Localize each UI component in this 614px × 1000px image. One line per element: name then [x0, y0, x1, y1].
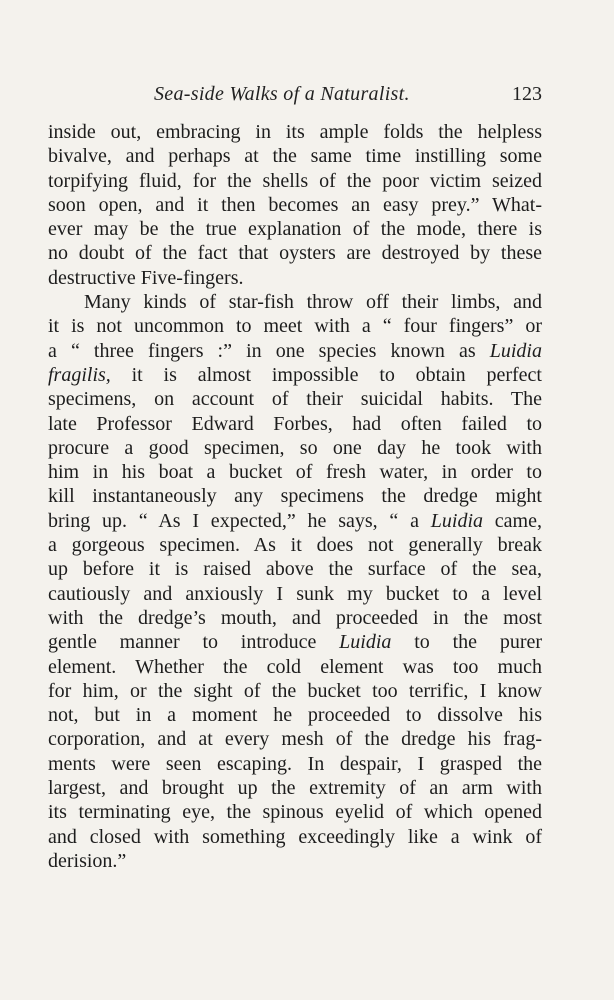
- text-line: up before it is raised above the surface of the sea,: [48, 558, 542, 581]
- text-line: specimens, on account of their suicidal habits. The: [48, 388, 542, 411]
- body-text: [48, 120, 542, 873]
- text-line: fragilis, it is almost impossible to obtain perfect: [48, 363, 542, 386]
- text-line: bivalve, and perhaps at the same time instilling some: [48, 145, 542, 168]
- text-line: kill instantaneously any specimens the dredge might: [48, 485, 542, 508]
- text-line: gentle manner to introduce Luidia to the purer: [48, 631, 543, 654]
- text-line: for him, or the sight of the bucket too terrific, I know: [48, 679, 542, 702]
- text-line: largest, and brought up the extremity of an arm with: [48, 777, 542, 800]
- page-number: 123: [512, 83, 542, 105]
- text-line: it is not uncommon to meet with a “ four fingers” or: [48, 315, 542, 338]
- text-line: and closed with something exceedingly like a wink of: [48, 825, 542, 848]
- text-line: procure a good specimen, so one day he took with: [48, 436, 542, 459]
- text-line: its terminating eye, the spinous eyelid of which opened: [48, 801, 542, 824]
- text-line: inside out, embracing in its ample folds the helpless: [48, 121, 542, 143]
- text-line: cautiously and anxiously I sunk my bucket to a level: [48, 582, 542, 605]
- italic-term: Luidia: [339, 631, 392, 654]
- italic-term: Luidia: [489, 339, 542, 362]
- text-line: a gorgeous specimen. As it does not generally break: [48, 534, 542, 557]
- text-line: a “ three fingers :” in one species known as Luidia: [48, 339, 542, 362]
- text-line: not, but in a moment he proceeded to dissolve his: [48, 704, 542, 727]
- text-line: element. Whether the cold element was too much: [48, 655, 542, 678]
- text-line: no doubt of the fact that oysters are destroyed by these: [48, 242, 542, 265]
- text-line: derision.”: [48, 849, 127, 872]
- text-line: bring up. “ As I expected,” he says, “ a Luidia came,: [48, 509, 542, 532]
- text-line: Many kinds of star-fish throw off their limbs, and: [84, 291, 542, 314]
- running-title: Sea-side Walks of a Naturalist.: [154, 83, 410, 105]
- text-line: ments were seen escaping. In despair, I grasped the: [48, 752, 542, 775]
- text-line: with the dredge’s mouth, and proceeded in the most: [48, 606, 542, 629]
- italic-term: Luidia: [430, 509, 484, 532]
- italic-term: fragilis,: [48, 363, 111, 386]
- text-line: torpifying fluid, for the shells of the poor victim seized: [48, 169, 542, 192]
- text-line: destructive Five-fingers.: [48, 266, 244, 289]
- running-head: [48, 78, 542, 112]
- text-line: ever may be the true explanation of the mode, there is: [48, 218, 542, 241]
- text-line: corporation, and at every mesh of the dredge his frag-: [48, 728, 542, 751]
- text-line: him in his boat a bucket of fresh water, in order to: [48, 461, 542, 484]
- text-line: late Professor Edward Forbes, had often failed to: [48, 412, 542, 435]
- text-line: soon open, and it then becomes an easy prey.” What-: [48, 193, 542, 216]
